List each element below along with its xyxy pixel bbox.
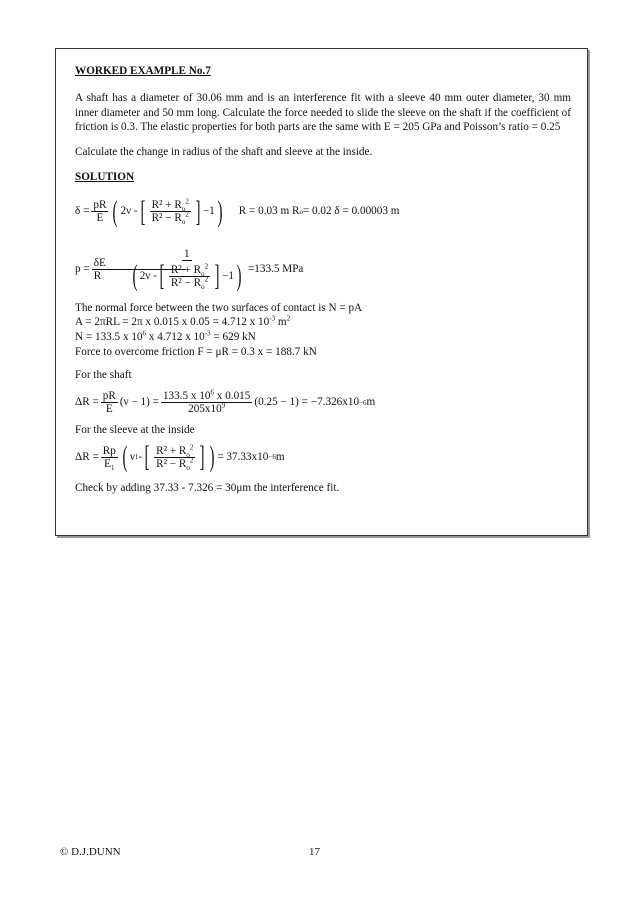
eq1-close-paren: ) xyxy=(217,194,223,228)
solution-heading: SOLUTION xyxy=(75,170,135,183)
eq3-num: pR xyxy=(102,389,116,402)
eq4-term: ν xyxy=(129,450,135,463)
eq3-lhs: ΔR = xyxy=(75,396,99,409)
eq2-inner-num: R² + R xyxy=(170,263,202,276)
eq3-tail: (0.25 − 1) = −7.326x10 xyxy=(254,396,360,409)
sleeve-label: For the sleeve at the inside xyxy=(75,423,195,436)
eq3-den: E xyxy=(105,403,113,416)
eq4-den: E xyxy=(104,457,111,470)
eq1-open-bracket: [ xyxy=(140,194,146,228)
equation-sleeve: ΔR = $\frac{Rp}{E_1}$ ( ν 1 - [ $\frac{R^2 + R_o^2}{R^2 - R_o^2}$ ] ) = 37.33x10 −6 m xyxy=(75,440,285,474)
shaft-label: For the shaft xyxy=(75,368,132,381)
eq1-tail: −1 xyxy=(202,205,215,218)
footer-copyright: © D.J.DUNN xyxy=(60,846,121,858)
eq1-pre-den: E xyxy=(96,212,104,225)
eq2-lhs: p = xyxy=(75,263,90,276)
eq2-inner-den: R² − R xyxy=(170,276,202,289)
eq1-inner-den: R² − R xyxy=(151,212,182,225)
eq1-given: R = 0.03 m R xyxy=(238,205,300,218)
eq1-pre-fraction xyxy=(91,199,108,225)
question-statement: Calculate the change in radius of the shaft and sleeve at the inside. xyxy=(75,146,373,159)
example-title: WORKED EXAMPLE No.7 xyxy=(75,65,211,77)
normal-force-line: The normal force between the two surfaces of contact is N = pA xyxy=(75,301,363,314)
eq4-lhs: ΔR = xyxy=(75,450,99,463)
eq2-tail: −1 xyxy=(222,270,234,283)
equation-pressure xyxy=(75,239,571,301)
eq2-inner-fraction: 1 ( 2ν - [ $\frac{R^2 + R_o^2}{R^2 - R_o^2}$ ] −1 ) xyxy=(132,248,242,293)
problem-statement: A shaft has a diameter of 30.06 mm and is an interference fit with a sleeve 40 mm outer diameter, 30 mm inner diameter and 50 mm long. Calculate the force needed to slide the sleeve on the shaft if the coefficient of friction is 0.3. The elastic properties for both parts are the same with E = 205 GPa and Poisson’s ratio = 0.25 xyxy=(75,91,571,134)
eq4-inner-num: R² + R xyxy=(156,444,187,457)
eq1-inner-num: R² + R xyxy=(151,198,182,211)
eq4-inner-den: R² − R xyxy=(156,457,187,470)
eq1-inner-fraction: $\frac{R^2 + R_o^2}{R^2 - R_o^2}$ xyxy=(151,197,189,227)
eq3-mid: (ν − 1) = xyxy=(119,396,159,409)
eq1-pre-num: pR xyxy=(93,198,107,211)
eq4-result: = 37.33x10 xyxy=(217,450,269,463)
worked-example-content xyxy=(75,58,571,496)
eq2-den: R xyxy=(93,270,102,283)
eq2-num: δE xyxy=(93,256,106,269)
area-line: A = 2πRL = 2π x 0.015 x 0.05 = 4.712 x $10^{-3}$ $m^2$ xyxy=(75,314,291,329)
eq1-given2: = 0.02 δ = 0.00003 m xyxy=(302,205,400,218)
eq1-lhs: δ = xyxy=(75,205,90,218)
eq1-close-bracket: ] xyxy=(195,194,201,228)
eq2-result: =133.5 MPa xyxy=(247,263,304,276)
eq3-num2: 133.5 x 10 xyxy=(162,389,211,402)
page-number: 17 xyxy=(309,846,320,858)
eq2-term: 2ν - xyxy=(139,270,157,283)
eq3-den2: 205x10 xyxy=(188,403,222,416)
eq1-open-paren: ( xyxy=(112,194,118,228)
eq2-one: 1 xyxy=(184,248,190,261)
eq1-term: 2ν - xyxy=(120,205,138,218)
equation-shaft: ΔR = $\frac{pR}{E}$ (ν − 1) = $\frac{133.5 x 10^6 x 0.015}{205x10^9}$ (0.25 − 1) = −7.326x10 −6 m xyxy=(75,388,376,416)
normal-force-value-line: N = 133.5 x $10^6$ x 4.712 x $10^{-3} = 629$ kN xyxy=(75,329,256,344)
equation-delta: δ = $\frac{pR}{E}$ ( 2ν - [ $\frac{R^2 + R_o^2}{R^2 - R_o^2}$ ] −1 ) R = 0.03 m R o = 0.02 δ = 0.00003 m xyxy=(75,194,400,228)
check-line: Check by adding 37.33 - 7.326 = 30μm the interference fit. xyxy=(75,482,340,495)
eq4-num: Rp xyxy=(102,444,116,457)
friction-line: Force to overcome friction F = μR = 0.3 x = 188.7 kN xyxy=(75,346,317,359)
